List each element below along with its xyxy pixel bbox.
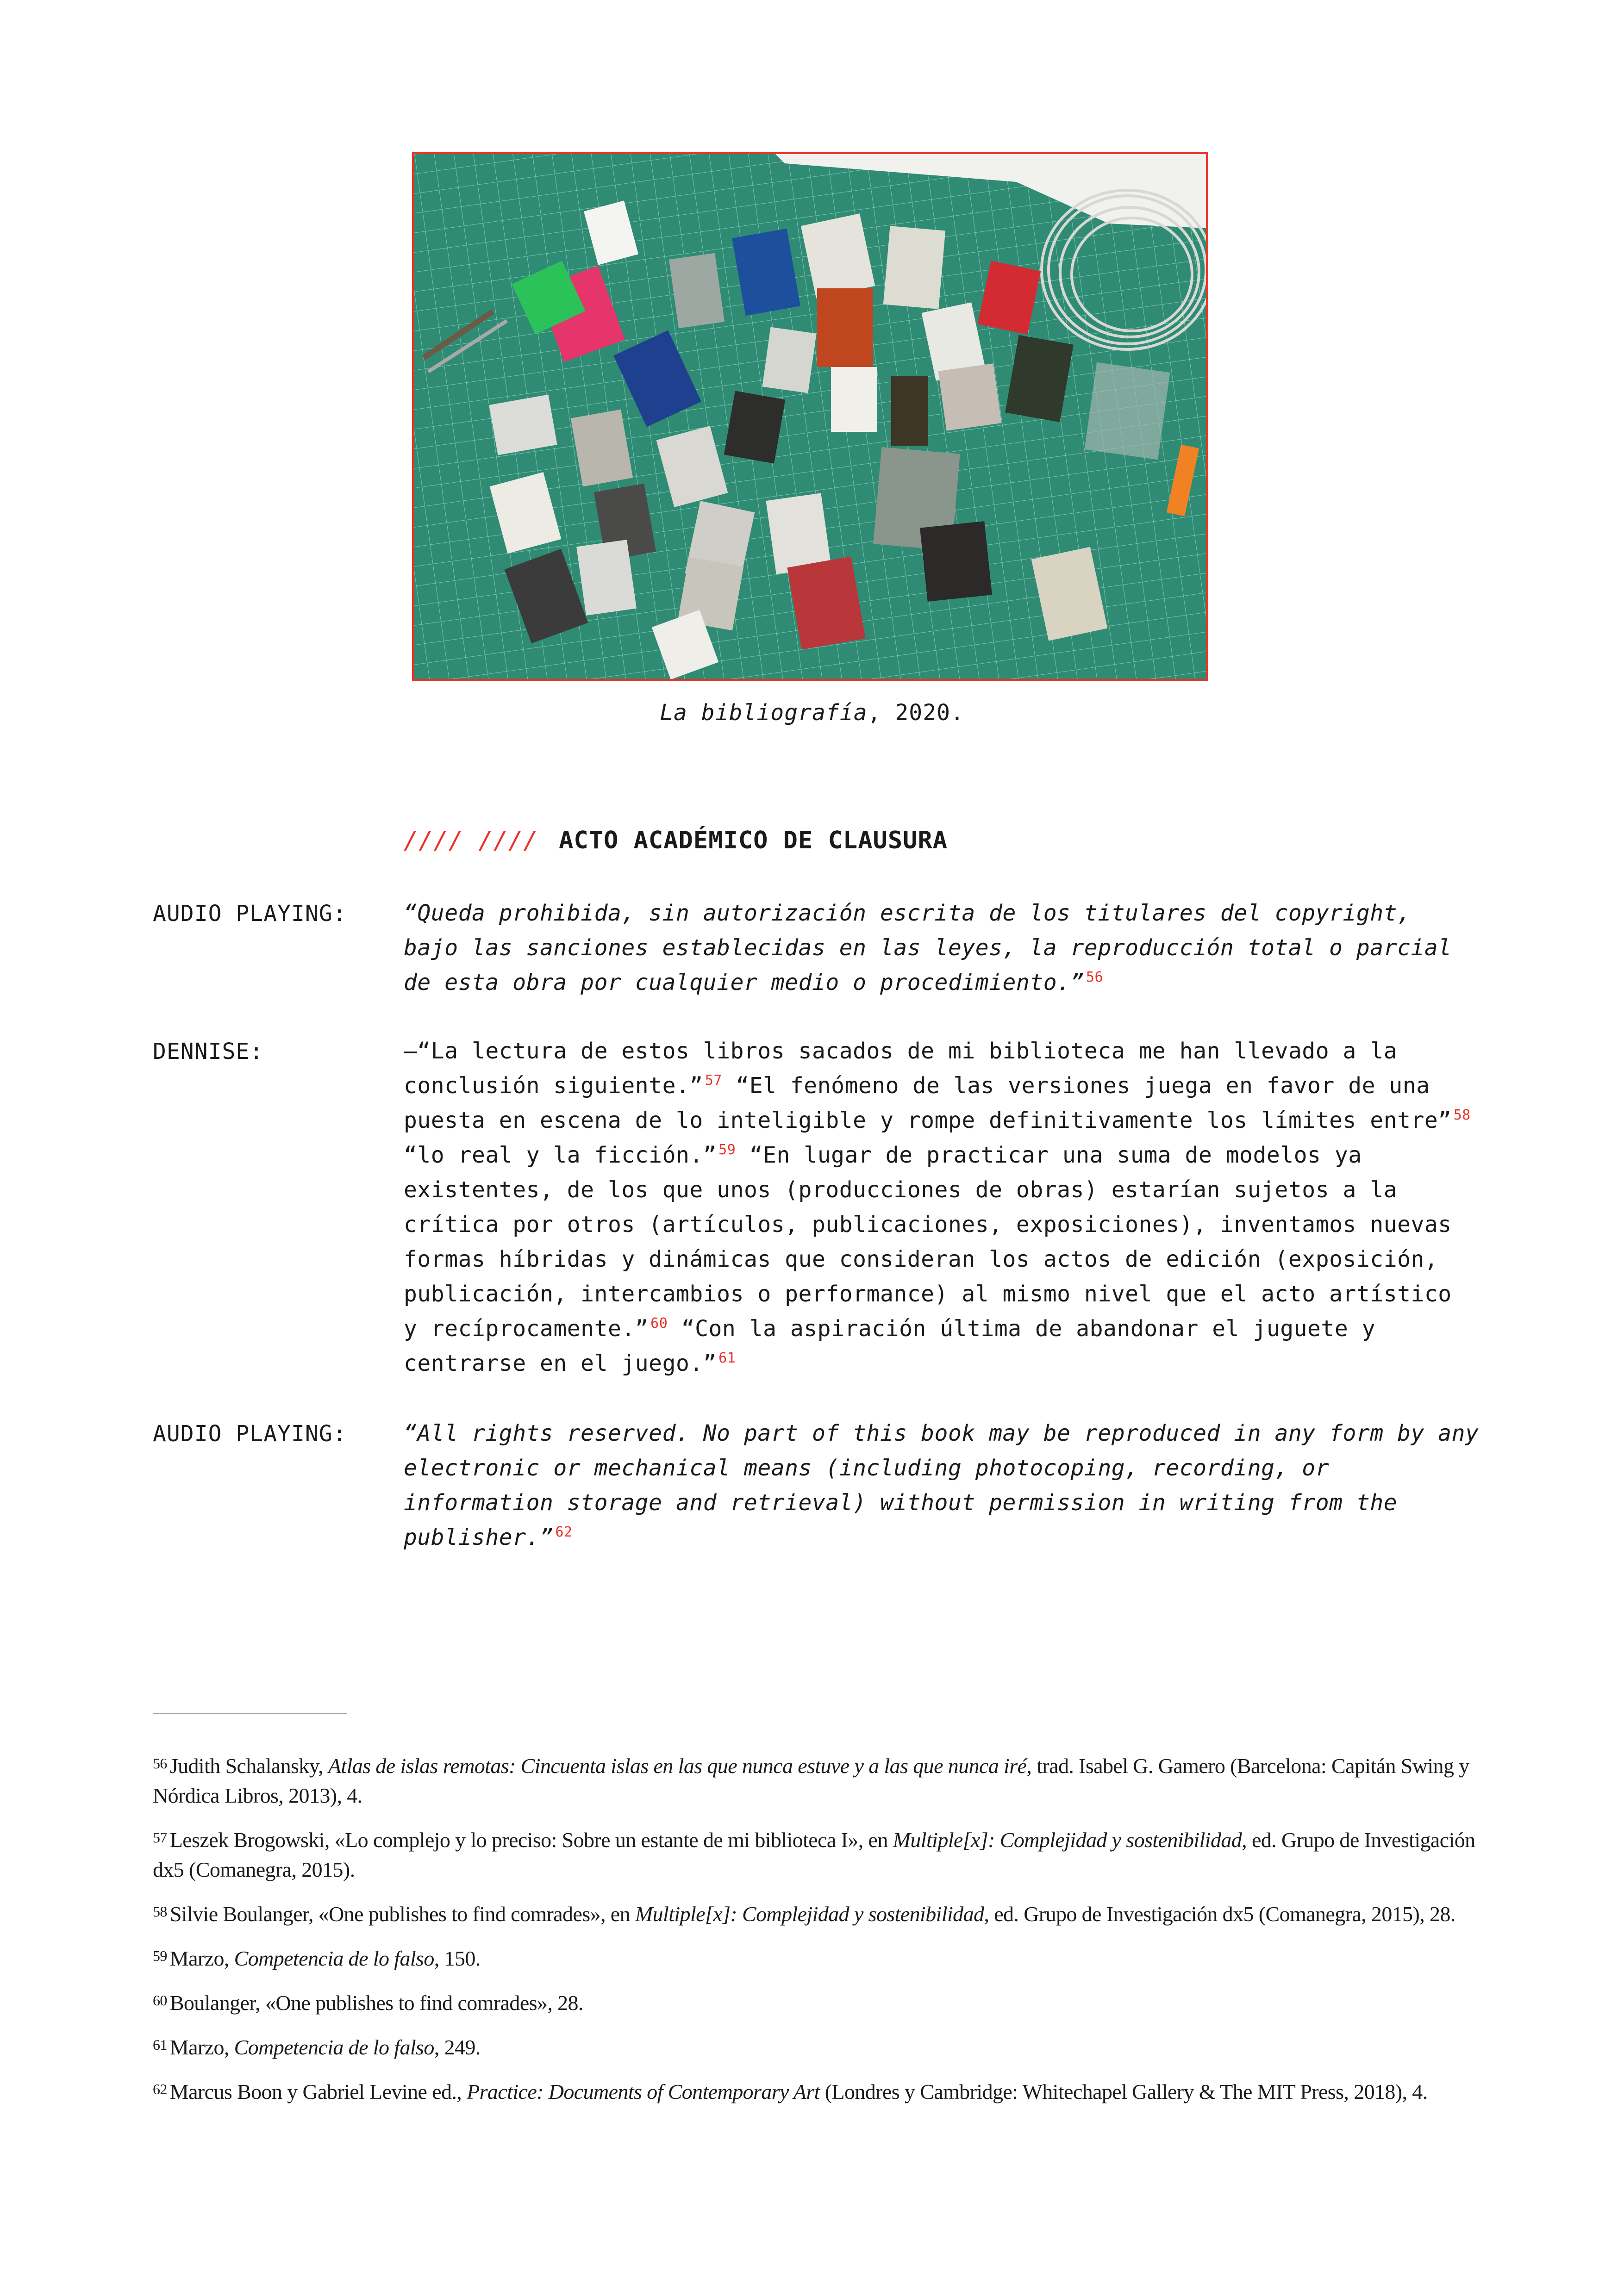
acrylic-sheet — [1085, 362, 1170, 460]
speech-text — [404, 896, 1496, 1000]
footnote — [153, 2030, 1486, 2062]
miniature-books-photo — [414, 154, 1206, 679]
speech-line — [404, 1069, 1496, 1103]
footnote-ref[interactable]: 61 — [718, 1350, 736, 1366]
speech-text — [404, 1416, 1496, 1555]
speech-line-text: centrarse en el juego.” — [404, 1350, 717, 1376]
footnote-text: Marzo, — [169, 2035, 234, 2059]
speech-line — [404, 1103, 1496, 1138]
speech-line: crítica por otros (artículos, publicaciones, exposiciones), inventamos nuevas — [404, 1212, 1452, 1238]
speech-line-text: “Con la aspiración última de abandonar el juguete y — [668, 1316, 1376, 1342]
speech-line: formas híbridas y dinámicas que consideran los actos de edición (exposición, — [404, 1246, 1438, 1272]
section-heading — [404, 827, 948, 854]
speech-line-text: de esta obra por cualquier medio o procedimiento.” — [404, 970, 1084, 996]
footnote-text: Leszek Brogowski, «Lo complejo y lo preciso: Sobre un estante de mi biblioteca I», en — [169, 1828, 893, 1852]
heading-slashes: //// //// — [404, 827, 538, 854]
footnote-number: 57 — [153, 1829, 167, 1846]
speech-line: electronic or mechanical means (including photocoping, recording, or — [404, 1455, 1330, 1481]
speech-line-text: “El fenómeno de las versiones juega en favor de una — [722, 1073, 1430, 1099]
book-white-2 — [831, 367, 877, 432]
caption-title: La bibliografía — [660, 700, 868, 726]
heading-title: ACTO ACADÉMICO DE CLAUSURA — [559, 827, 948, 854]
speech-line-text: y recíprocamente.” — [404, 1316, 649, 1342]
figure-caption — [0, 700, 1624, 726]
footnote — [153, 1823, 1486, 1885]
footnote-number: 56 — [153, 1755, 167, 1772]
footnote-text: ed. Grupo de Investigación dx5 (Comanegra, 2015), 28. — [989, 1902, 1455, 1926]
caption-year: , 2020. — [867, 700, 964, 726]
footnote-number: 60 — [153, 1992, 167, 2009]
footnote-ref[interactable]: 62 — [555, 1524, 573, 1540]
footnote-number: 62 — [153, 2081, 167, 2097]
book-dark — [891, 376, 928, 446]
footnote-text: trad. Isabel G. Gamero (Barcelona: Capitán Swing y Nórdica Libros, 2013), 4. — [153, 1754, 1469, 1807]
speech-line: publicación, intercambios o performance) al mismo nivel que el acto artístico — [404, 1281, 1452, 1307]
speech-line: “All rights reserved. No part of this book may be reproduced in any form by any — [404, 1420, 1479, 1446]
footnote-text: Marcus Boon y Gabriel Levine ed., — [169, 2080, 467, 2103]
speech-line-text: conclusión siguiente.” — [404, 1073, 703, 1099]
speech-text — [404, 1034, 1496, 1381]
speech-line — [404, 1138, 1496, 1173]
footnote-text: Judith Schalansky, — [169, 1754, 328, 1778]
footnote-ref[interactable]: 56 — [1086, 969, 1104, 985]
speech-line-text: puesta en escena de lo inteligible y rompe definitivamente los límites entre” — [404, 1108, 1452, 1133]
speech-line — [404, 1346, 1496, 1381]
footnote-text: Silvie Boulanger, «One publishes to find comrades», en — [169, 1902, 635, 1926]
footnote-divider — [153, 1713, 347, 1714]
speech-line: —“La lectura de estos libros sacados de mi biblioteca me han llevado a la — [404, 1038, 1398, 1064]
footnote-title: Competencia de lo falso — [234, 2035, 434, 2059]
speech-line: information storage and retrieval) without permission in writing from the — [404, 1490, 1398, 1516]
speaker-label: AUDIO PLAYING: — [153, 1421, 347, 1447]
book-photo — [762, 327, 816, 393]
speech-line-text: “En lugar de practicar una suma de modelos ya — [736, 1142, 1362, 1168]
book-sticker — [489, 395, 557, 455]
book-light — [883, 226, 945, 309]
speaker-label: AUDIO PLAYING: — [153, 901, 347, 927]
footnotes — [153, 1748, 1486, 2119]
book-mosaic — [938, 363, 1002, 430]
footnote — [153, 1985, 1486, 2018]
book-grey — [669, 253, 725, 328]
speech-line-text: “lo real y la ficción.” — [404, 1142, 717, 1168]
speaker-label: DENNISE: — [153, 1039, 264, 1064]
footnote-title: Practice: Documents of Contemporary Art — [467, 2080, 820, 2103]
speech-line — [404, 1520, 1496, 1555]
speech-line: existentes, de los que unos (producciones de obras) estarían sujetos a la — [404, 1177, 1398, 1203]
speech-line: bajo las sanciones establecidas en las leyes, la reproducción total o parcial — [404, 935, 1452, 961]
footnote-title: Competencia de lo falso — [234, 1947, 434, 1970]
footnote-ref[interactable]: 60 — [650, 1315, 668, 1332]
footnote-text: Marzo, — [169, 1947, 234, 1970]
footnote-text: , 249. — [434, 2035, 481, 2059]
footnote-number: 59 — [153, 1948, 167, 1964]
footnote-text: (Londres y Cambridge: Whitechapel Gallery & The MIT Press, 2018), 4. — [819, 2080, 1428, 2103]
figure-photo — [412, 152, 1208, 681]
footnote — [153, 2074, 1486, 2107]
speech-line — [404, 1312, 1496, 1346]
footnote — [153, 1748, 1486, 1811]
footnote-title: Atlas de islas remotas: Cincuenta islas en las que nunca estuve y a las que nunca iré, — [328, 1754, 1032, 1778]
book-light-2 — [576, 540, 637, 616]
speech-line: “Queda prohibida, sin autorización escrita de los titulares del copyright, — [404, 900, 1411, 926]
footnote-ref[interactable]: 59 — [718, 1142, 736, 1158]
footnote-text: ed. Grupo de Investigación dx5 (Comanegra, 2015). — [153, 1828, 1475, 1881]
footnote-title: Multiple[x]: Complejidad y sostenibilidad, — [893, 1828, 1247, 1852]
footnote-text: Boulanger, «One publishes to find comrades», 28. — [169, 1991, 583, 2015]
footnote-number: 61 — [153, 2036, 167, 2053]
book-black-2 — [920, 521, 992, 602]
footnote-number: 58 — [153, 1903, 167, 1920]
speech-line — [404, 965, 1496, 1000]
footnote — [153, 1941, 1486, 1973]
footnote — [153, 1897, 1486, 1929]
book-orange — [817, 288, 873, 367]
speech-line-text: publisher.” — [404, 1524, 554, 1550]
footnote-ref[interactable]: 57 — [705, 1072, 722, 1089]
footnote-ref[interactable]: 58 — [1453, 1107, 1471, 1123]
footnote-title: Multiple[x]: Complejidad y sostenibilidad, — [635, 1902, 989, 1926]
footnote-text: , 150. — [434, 1947, 481, 1970]
